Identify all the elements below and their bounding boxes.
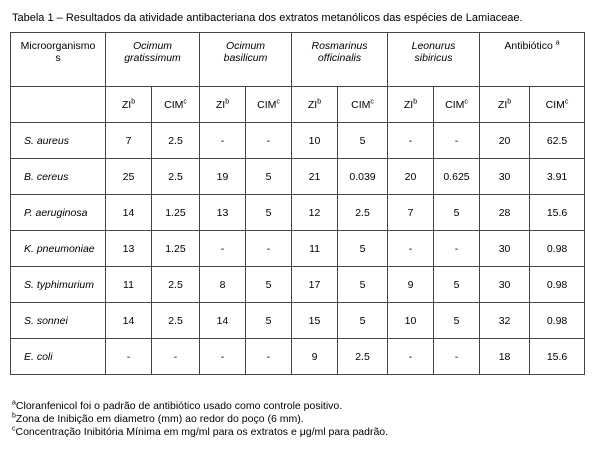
value-cell: 17 xyxy=(292,267,338,303)
header-cim-5: CIM$^c$ xyxy=(530,87,585,123)
value-cell: 2.5 xyxy=(338,339,388,375)
value-cell: 62.5 xyxy=(530,123,585,159)
value-cell: 30 xyxy=(480,267,530,303)
value-cell: 5 xyxy=(434,267,480,303)
value-cell: 2.5 xyxy=(152,267,200,303)
value-cell: 19 xyxy=(200,159,246,195)
table-body xyxy=(11,33,585,375)
value-cell: 15.6 xyxy=(530,195,585,231)
value-cell: - xyxy=(200,339,246,375)
value-cell: - xyxy=(434,339,480,375)
value-cell: 11 xyxy=(292,231,338,267)
value-cell: 11 xyxy=(106,267,152,303)
header-zi-1: $ZI^b$ xyxy=(106,87,152,123)
value-cell: 5 xyxy=(434,303,480,339)
value-cell: 5 xyxy=(246,159,292,195)
footnote: $^b$Zona de Inibição em diametro (mm) ao redor do poço (6 mm). xyxy=(12,412,304,425)
value-cell: 1.25 xyxy=(152,231,200,267)
value-cell: 2.5 xyxy=(338,195,388,231)
header-zi-5: $ZI^b$ xyxy=(480,87,530,123)
header-cim-2: CIM$^c$ xyxy=(246,87,292,123)
value-cell: 14 xyxy=(106,195,152,231)
header-species-3: Rosmarinus officinalis xyxy=(292,33,388,87)
value-cell: 0.039 xyxy=(338,159,388,195)
organism-cell: P. aeruginosa xyxy=(11,195,106,231)
value-cell: 15.6 xyxy=(530,339,585,375)
value-cell: 3.91 xyxy=(530,159,585,195)
value-cell: 0.625 xyxy=(434,159,480,195)
value-cell: 14 xyxy=(200,303,246,339)
header-cim-4: CIM$^c$ xyxy=(434,87,480,123)
value-cell: 5 xyxy=(246,195,292,231)
value-cell: - xyxy=(388,339,434,375)
value-cell: - xyxy=(152,339,200,375)
header-row-measures xyxy=(11,87,585,123)
header-species-1: Ocimum gratissimum xyxy=(106,33,200,87)
organism-cell: E. coli xyxy=(11,339,106,375)
results-table xyxy=(10,32,585,375)
table-row xyxy=(11,231,585,267)
value-cell: 0.98 xyxy=(530,303,585,339)
value-cell: 15 xyxy=(292,303,338,339)
value-cell: 5 xyxy=(246,303,292,339)
header-zi-4: $ZI^b$ xyxy=(388,87,434,123)
value-cell: 9 xyxy=(388,267,434,303)
value-cell: 7 xyxy=(106,123,152,159)
table-row xyxy=(11,123,585,159)
value-cell: 30 xyxy=(480,231,530,267)
footnote: $^a$Cloranfenicol foi o padrão de antibiótico usado como controle positivo. xyxy=(12,399,343,412)
value-cell: 9 xyxy=(292,339,338,375)
value-cell: 13 xyxy=(106,231,152,267)
value-cell: 12 xyxy=(292,195,338,231)
header-cim-1: CIM$^c$ xyxy=(152,87,200,123)
value-cell: 5 xyxy=(338,231,388,267)
value-cell: 2.5 xyxy=(152,159,200,195)
value-cell: 20 xyxy=(480,123,530,159)
header-species-4: Leonurus sibiricus xyxy=(388,33,480,87)
header-zi-2: $ZI^b$ xyxy=(200,87,246,123)
header-zi-3: $ZI^b$ xyxy=(292,87,338,123)
value-cell: 0.98 xyxy=(530,267,585,303)
value-cell: 5 xyxy=(434,195,480,231)
value-cell: 10 xyxy=(292,123,338,159)
organism-cell: K. pneumoniae xyxy=(11,231,106,267)
value-cell: - xyxy=(246,231,292,267)
value-cell: - xyxy=(388,123,434,159)
table-caption: Tabela 1 – Resultados da atividade antibacteriana dos extratos metanólicos das espécies de Lamiaceae. xyxy=(12,12,523,24)
value-cell: 10 xyxy=(388,303,434,339)
value-cell: 21 xyxy=(292,159,338,195)
organism-cell: B. cereus xyxy=(11,159,106,195)
header-microorganisms: Microorganismo s xyxy=(11,33,106,87)
table-row xyxy=(11,339,585,375)
header-row-species xyxy=(11,33,585,87)
footnote: $^c$Concentração Inibitória Mínima em mg/ml para os extratos e μg/ml para padrão. xyxy=(12,425,389,438)
value-cell: 18 xyxy=(480,339,530,375)
value-cell: - xyxy=(246,339,292,375)
value-cell: 0.98 xyxy=(530,231,585,267)
header-empty-cell xyxy=(11,87,106,123)
value-cell: 14 xyxy=(106,303,152,339)
table-row xyxy=(11,267,585,303)
header-species-2: Ocimum basilicum xyxy=(200,33,292,87)
table-row xyxy=(11,159,585,195)
value-cell: 7 xyxy=(388,195,434,231)
value-cell: 2.5 xyxy=(152,303,200,339)
value-cell: 8 xyxy=(200,267,246,303)
value-cell: - xyxy=(200,123,246,159)
organism-cell: S. typhimurium xyxy=(11,267,106,303)
value-cell: - xyxy=(246,123,292,159)
value-cell: - xyxy=(434,231,480,267)
header-antibiotic: Antibiótico $^a$ xyxy=(480,33,585,87)
value-cell: 5 xyxy=(338,123,388,159)
value-cell: - xyxy=(106,339,152,375)
value-cell: 2.5 xyxy=(152,123,200,159)
table-row xyxy=(11,195,585,231)
value-cell: 20 xyxy=(388,159,434,195)
value-cell: 5 xyxy=(338,303,388,339)
organism-cell: S. sonnei xyxy=(11,303,106,339)
value-cell: 5 xyxy=(338,267,388,303)
value-cell: - xyxy=(388,231,434,267)
value-cell: 28 xyxy=(480,195,530,231)
footnotes xyxy=(12,400,388,439)
value-cell: - xyxy=(200,231,246,267)
value-cell: 32 xyxy=(480,303,530,339)
value-cell: 13 xyxy=(200,195,246,231)
value-cell: 25 xyxy=(106,159,152,195)
table-row xyxy=(11,303,585,339)
value-cell: 30 xyxy=(480,159,530,195)
value-cell: - xyxy=(434,123,480,159)
header-cim-3: CIM$^c$ xyxy=(338,87,388,123)
value-cell: 1.25 xyxy=(152,195,200,231)
value-cell: 5 xyxy=(246,267,292,303)
organism-cell: S. aureus xyxy=(11,123,106,159)
